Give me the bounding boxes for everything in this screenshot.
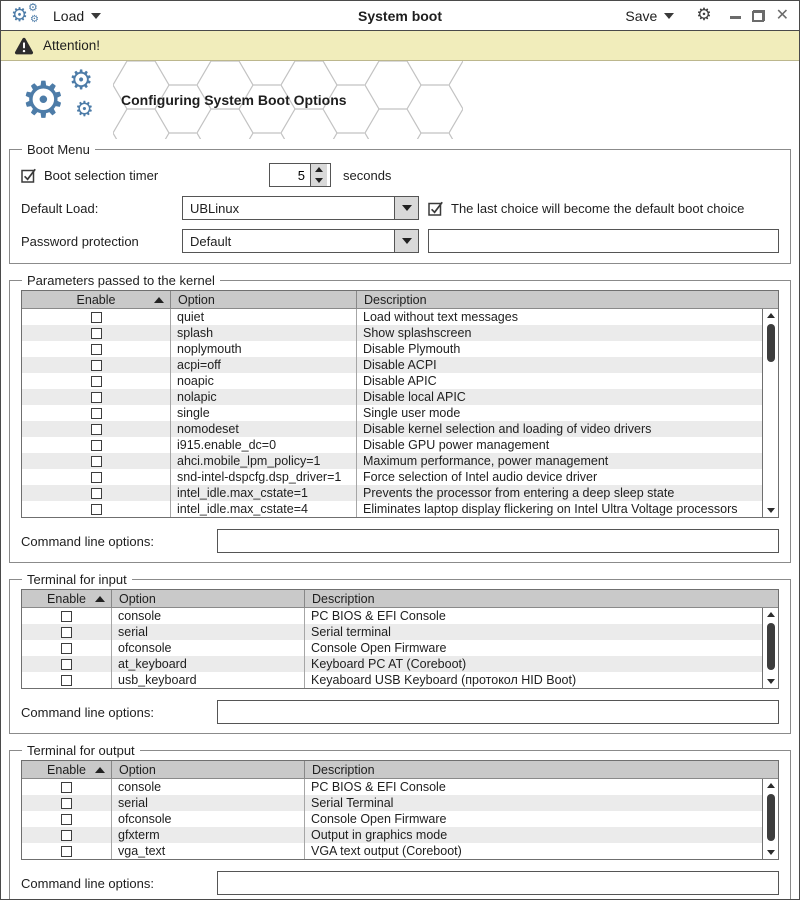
save-menu-button[interactable] [621,5,678,27]
column-header-option[interactable]: Option [171,291,357,308]
column-header-description[interactable]: Description [364,292,427,307]
enable-checkbox[interactable] [61,830,72,841]
scrollbar-thumb[interactable] [767,623,775,670]
description-cell: Console Open Firmware [311,812,447,826]
terminal-output-legend: Terminal for output [27,743,135,758]
description-cell: Disable kernel selection and loading of video drivers [363,422,652,436]
description-cell: Eliminates laptop display flickering on Intel Ultra Voltage processors [363,502,738,516]
description-cell: Maximum performance, power management [363,454,609,468]
enable-checkbox[interactable] [61,798,72,809]
enable-checkbox[interactable] [61,611,72,622]
scrollbar-track[interactable] [763,621,778,675]
table-header [22,761,778,779]
description-cell: Disable ACPI [363,358,437,372]
option-cell: serial [112,624,305,640]
description-cell: Console Open Firmware [311,641,447,655]
enable-cell [22,453,171,469]
description-cell: Show splashscreen [363,326,472,340]
table-row[interactable] [22,656,762,672]
triangle-up-icon [315,167,323,172]
enable-cell [22,389,171,405]
cmdline-label: Command line options: [21,704,154,720]
kernel-cmdline-row [21,529,779,553]
enable-cell [22,405,171,421]
boot-timer-label: Boot selection timer [44,167,159,183]
description-cell: Disable Plymouth [363,342,461,356]
enable-checkbox[interactable] [61,643,72,654]
option-cell: ofconsole [112,640,305,656]
scroll-up-button[interactable] [763,779,778,792]
titlebar [1,1,799,31]
table-rows [22,779,762,859]
triangle-down-icon [402,205,412,211]
scrollbar-track[interactable] [763,322,778,504]
page-title: Configuring System Boot Options [121,92,347,108]
enable-checkbox[interactable] [91,312,102,323]
description-cell: Disable local APIC [363,390,466,404]
enable-cell [22,421,171,437]
table-rows [22,309,762,517]
option-cell: ahci.mobile_lpm_policy=1 [171,453,357,469]
enable-cell [22,341,171,357]
table-row[interactable] [22,624,762,640]
minimize-button[interactable] [730,16,741,19]
option-cell: nolapic [171,389,357,405]
spin-up-button[interactable] [311,164,327,175]
kernel-cmdline-input[interactable] [217,529,779,553]
chevron-down-icon [91,13,101,19]
scroll-down-button[interactable] [763,675,778,688]
table-row[interactable] [22,373,762,389]
description-cell: Force selection of Intel audio device driver [363,470,598,484]
table-row[interactable] [22,501,762,517]
checkbox-checked-icon [428,200,443,216]
description-cell: Disable APIC [363,374,437,388]
scroll-down-button[interactable] [763,846,778,859]
banner [1,61,799,139]
table-row[interactable] [22,453,762,469]
terminal-output-table [21,760,779,860]
option-cell: intel_idle.max_cstate=4 [171,501,357,517]
window-controls [730,8,789,24]
option-cell: console [112,608,305,624]
kernel-params-legend: Parameters passed to the kernel [27,273,215,288]
default-load-value: UBLinux [190,200,240,216]
table-row[interactable] [22,779,762,795]
enable-cell [22,373,171,389]
enable-cell [22,437,171,453]
option-cell: console [112,779,305,795]
description-cell: Prevents the processor from entering a deep sleep state [363,486,675,500]
column-header-enable[interactable]: Enable [22,291,171,308]
option-cell: i915.enable_dc=0 [171,437,357,453]
enable-cell [22,779,112,795]
description-cell: PC BIOS & EFI Console [311,609,446,623]
enable-cell [22,325,171,341]
vertical-scrollbar[interactable] [762,309,778,517]
enable-checkbox[interactable] [91,360,102,371]
option-cell: ofconsole [112,811,305,827]
column-header-description[interactable]: Description [312,762,375,777]
option-cell: acpi=off [171,357,357,373]
enable-checkbox[interactable] [91,376,102,387]
triangle-down-icon [767,679,775,684]
cmdline-label: Command line options: [21,533,154,549]
enable-cell [22,656,112,672]
terminal-input-cmdline-row [21,700,779,724]
triangle-up-icon [767,612,775,617]
scrollbar-track[interactable] [763,792,778,846]
sort-ascending-icon [95,596,105,602]
option-cell: noapic [171,373,357,389]
terminal-input-group [9,572,791,734]
table-row[interactable] [22,811,762,827]
enable-checkbox[interactable] [91,488,102,499]
terminal-output-cmdline-row [21,871,779,895]
option-cell: intel_idle.max_cstate=1 [171,485,357,501]
table-row[interactable] [22,325,762,341]
enable-cell [22,811,112,827]
enable-cell [22,469,171,485]
enable-checkbox[interactable] [61,846,72,857]
enable-cell [22,827,112,843]
description-cell: Serial terminal [311,625,391,639]
table-row[interactable] [22,405,762,421]
settings-gear-icon[interactable]: ⚙ [696,5,712,25]
column-header-option[interactable]: Option [112,590,305,607]
option-cell: usb_keyboard [112,672,305,688]
description-cell: PC BIOS & EFI Console [311,780,446,794]
enable-cell [22,795,112,811]
table-row[interactable] [22,357,762,373]
sort-ascending-icon [154,297,164,303]
column-header-option[interactable]: Option [112,761,305,778]
default-load-label: Default Load: [21,200,99,216]
scrollbar-thumb[interactable] [767,794,775,841]
enable-checkbox[interactable] [61,627,72,638]
description-cell: Keyaboard USB Keyboard (протокол HID Boot) [311,673,577,687]
enable-cell [22,608,112,624]
attention-bar [1,31,799,61]
description-cell: Keyboard PC AT (Coreboot) [311,657,467,671]
column-header-description[interactable]: Description [312,591,375,606]
boot-menu-group [9,142,791,264]
checkbox-checked-icon [21,167,36,183]
maximize-button[interactable] [752,10,765,22]
enable-checkbox[interactable] [91,392,102,403]
enable-cell [22,624,112,640]
enable-checkbox[interactable] [61,814,72,825]
password-value: Default [190,233,232,249]
app-gears-icon: ⚙ ⚙ ⚙ [11,0,39,26]
enable-cell [22,485,171,501]
kernel-params-group [9,273,791,563]
option-cell: at_keyboard [112,656,305,672]
password-combobox[interactable] [182,229,419,253]
enable-checkbox[interactable] [61,659,72,670]
table-row[interactable] [22,437,762,453]
enable-checkbox[interactable] [91,408,102,419]
vertical-scrollbar[interactable] [762,779,778,859]
seconds-label: seconds [343,167,392,183]
password-label: Password protection [21,233,139,249]
scroll-down-button[interactable] [763,504,778,517]
description-cell: Single user mode [363,406,461,420]
option-cell: vga_text [112,843,305,859]
terminal-output-cmdline-input[interactable] [217,871,779,895]
triangle-up-icon [767,313,775,318]
option-cell: quiet [171,309,357,325]
attention-label: Attention! [43,38,101,53]
triangle-down-icon [402,238,412,244]
enable-checkbox[interactable] [91,344,102,355]
vertical-scrollbar[interactable] [762,608,778,688]
default-load-combobox[interactable] [182,196,419,220]
table-row[interactable] [22,795,762,811]
triangle-down-icon [767,850,775,855]
enable-checkbox[interactable] [91,504,102,515]
timer-spinbox [269,163,331,187]
timer-value-input[interactable] [270,164,310,186]
enable-cell [22,843,112,859]
kernel-params-table [21,290,779,518]
close-button[interactable]: ✕ [775,6,789,24]
last-choice-checkbox[interactable] [428,200,779,216]
table-row[interactable] [22,309,762,325]
last-choice-label: The last choice will become the default boot choice [451,200,745,216]
table-row[interactable] [22,608,762,624]
enable-cell [22,672,112,688]
sort-ascending-icon [95,767,105,773]
table-row[interactable] [22,485,762,501]
option-cell: splash [171,325,357,341]
table-row[interactable] [22,672,762,688]
save-menu-label: Save [625,7,658,24]
option-cell: noplymouth [171,341,357,357]
spin-down-button[interactable] [311,175,327,186]
table-row[interactable] [22,341,762,357]
option-cell: single [171,405,357,421]
table-row[interactable] [22,469,762,485]
load-menu-button[interactable] [49,5,105,27]
enable-checkbox[interactable] [91,440,102,451]
terminal-input-legend: Terminal for input [27,572,127,587]
table-row[interactable] [22,389,762,405]
terminal-input-cmdline-input[interactable] [217,700,779,724]
enable-checkbox[interactable] [91,472,102,483]
enable-cell [22,501,171,517]
boot-timer-row [21,162,779,188]
scroll-up-button[interactable] [763,309,778,322]
gears-logo-icon: ⚙ ⚙ ⚙ [21,65,94,129]
combo-dropdown-button[interactable] [394,197,418,219]
enable-cell [22,357,171,373]
password-row [21,228,779,254]
cmdline-label: Command line options: [21,875,154,891]
table-row[interactable] [22,421,762,437]
table-row[interactable] [22,640,762,656]
table-row[interactable] [22,843,762,859]
terminal-input-table [21,589,779,689]
column-header-enable[interactable]: Enable [22,761,112,778]
enable-cell [22,309,171,325]
enable-cell [22,640,112,656]
description-cell: VGA text output (Coreboot) [311,844,462,858]
description-cell: Disable GPU power management [363,438,550,452]
option-cell: nomodeset [171,421,357,437]
enable-checkbox[interactable] [91,456,102,467]
terminal-output-group [9,743,791,900]
description-cell: Output in graphics mode [311,828,448,842]
boot-menu-legend: Boot Menu [27,142,90,157]
content [1,139,799,900]
boot-timer-checkbox[interactable] [21,167,158,183]
default-load-row [21,195,779,221]
option-cell: gfxterm [112,827,305,843]
enable-checkbox[interactable] [91,424,102,435]
load-menu-label: Load [53,7,85,24]
warning-icon [14,37,34,55]
enable-checkbox[interactable] [61,675,72,686]
option-cell: serial [112,795,305,811]
table-rows [22,608,762,688]
table-header [22,291,778,309]
option-cell: snd-intel-dspcfg.dsp_driver=1 [171,469,357,485]
triangle-up-icon [767,783,775,788]
password-field[interactable] [428,229,779,253]
description-cell: Serial Terminal [311,796,394,810]
scroll-up-button[interactable] [763,608,778,621]
table-row[interactable] [22,827,762,843]
triangle-down-icon [767,508,775,513]
enable-checkbox[interactable] [91,328,102,339]
combo-dropdown-button[interactable] [394,230,418,252]
scrollbar-thumb[interactable] [767,324,775,362]
table-header [22,590,778,608]
chevron-down-icon [664,13,674,19]
column-header-enable[interactable]: Enable [22,590,112,607]
window-title: System boot [357,7,443,24]
description-cell: Load without text messages [363,310,518,324]
enable-checkbox[interactable] [61,782,72,793]
timer-spin-buttons [310,164,327,186]
triangle-down-icon [315,178,323,183]
